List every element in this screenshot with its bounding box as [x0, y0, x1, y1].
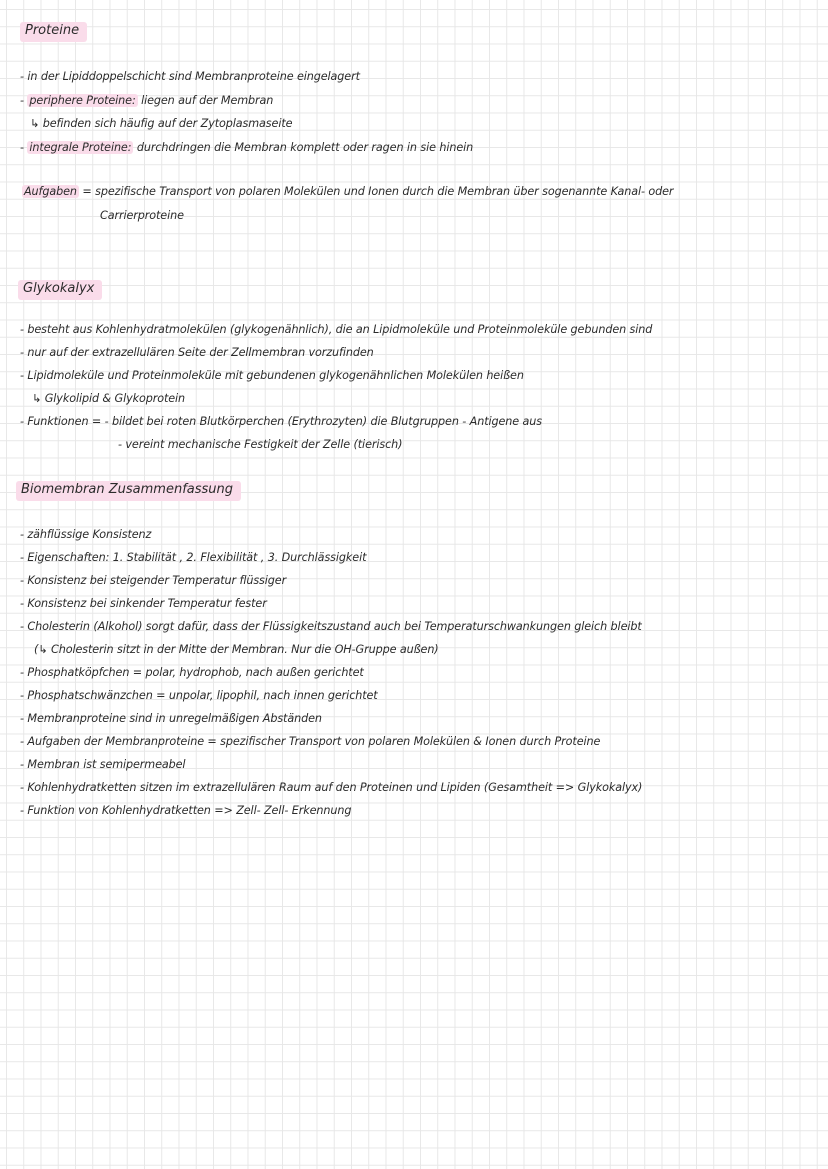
- glykokalyx-line-4: ↳ Glykolipid & Glykoprotein: [32, 392, 186, 405]
- zusammenfassung-line-11: - Membran ist semipermeabel: [20, 758, 186, 771]
- zusammenfassung-line-5: - Cholesterin (Alkohol) sorgt dafür, dass der Flüssigkeitszustand auch bei Temperaturschwankungen gleich bleibt: [20, 620, 642, 633]
- proteine-line-1: - in der Lipiddoppelschicht sind Membranproteine eingelagert: [20, 70, 360, 83]
- zusammenfassung-line-1: - zähflüssige Konsistenz: [20, 528, 152, 541]
- highlight-aufgaben: Aufgaben: [24, 185, 77, 198]
- zusammenfassung-line-7: - Phosphatköpfchen = polar, hydrophob, nach außen gerichtet: [20, 666, 364, 679]
- zusammenfassung-line-13: - Funktion von Kohlenhydratketten => Zell- Zell- Erkennung: [20, 804, 352, 817]
- highlight-periphere-proteine: periphere Proteine:: [29, 94, 136, 107]
- zusammenfassung-line-12: - Kohlenhydratketten sitzen im extrazellulären Raum auf den Proteinen und Lipiden (Gesamtheit => Glykokalyx): [20, 781, 643, 794]
- proteine-line-2-text: liegen auf der Membran: [137, 94, 274, 107]
- proteine-aufgaben-cont: Carrierproteine: [100, 209, 184, 222]
- bullet: -: [20, 141, 28, 154]
- bullet: -: [20, 94, 28, 107]
- proteine-line-4: [20, 141, 473, 155]
- highlight-integrale-proteine: integrale Proteine:: [29, 141, 132, 154]
- zusammenfassung-line-8: - Phosphatschwänzchen = unpolar, lipophil, nach innen gerichtet: [20, 689, 378, 702]
- zusammenfassung-line-2: - Eigenschaften: 1. Stabilität , 2. Flexibilität , 3. Durchlässigkeit: [20, 551, 367, 564]
- glykokalyx-line-3: - Lipidmoleküle und Proteinmoleküle mit gebundenen glykogenähnlichen Molekülen heißen: [20, 369, 524, 382]
- zusammenfassung-line-3: - Konsistenz bei steigender Temperatur flüssiger: [20, 574, 287, 587]
- proteine-line-2: [20, 94, 273, 108]
- zusammenfassung-line-4: - Konsistenz bei sinkender Temperatur fester: [20, 597, 267, 610]
- glykokalyx-line-2: - nur auf der extrazellulären Seite der Zellmembran vorzufinden: [20, 346, 374, 359]
- zusammenfassung-line-9: - Membranproteine sind in unregelmäßigen Abständen: [20, 712, 322, 725]
- glykokalyx-line-1: - besteht aus Kohlenhydratmolekülen (glykogenähnlich), die an Lipidmoleküle und Proteinmoleküle gebunden sind: [20, 323, 653, 336]
- heading-glykokalyx: Glykokalyx: [18, 280, 102, 300]
- glykokalyx-line-5: - Funktionen = - bildet bei roten Blutkörperchen (Erythrozyten) die Blutgruppen - Antigene aus: [20, 415, 543, 428]
- proteine-line-3: ↳ befinden sich häufig auf der Zytoplasmaseite: [30, 117, 293, 130]
- glykokalyx-line-6: - vereint mechanische Festigkeit der Zelle (tierisch): [118, 438, 403, 451]
- heading-proteine: Proteine: [20, 22, 87, 42]
- zusammenfassung-line-6: (↳ Cholesterin sitzt in der Mitte der Membran. Nur die OH-Gruppe außen): [34, 643, 439, 656]
- aufgaben-text: = spezifische Transport von polaren Molekülen und Ionen durch die Membran über sogenannte Kanal- oder: [78, 185, 674, 198]
- proteine-aufgaben: [22, 185, 673, 199]
- zusammenfassung-line-10: - Aufgaben der Membranproteine = spezifischer Transport von polaren Molekülen & Ionen durch Proteine: [20, 735, 601, 748]
- heading-biomembran-zusammenfassung: Biomembran Zusammenfassung: [16, 481, 241, 501]
- proteine-line-4-text: durchdringen die Membran komplett oder ragen in sie hinein: [133, 141, 474, 154]
